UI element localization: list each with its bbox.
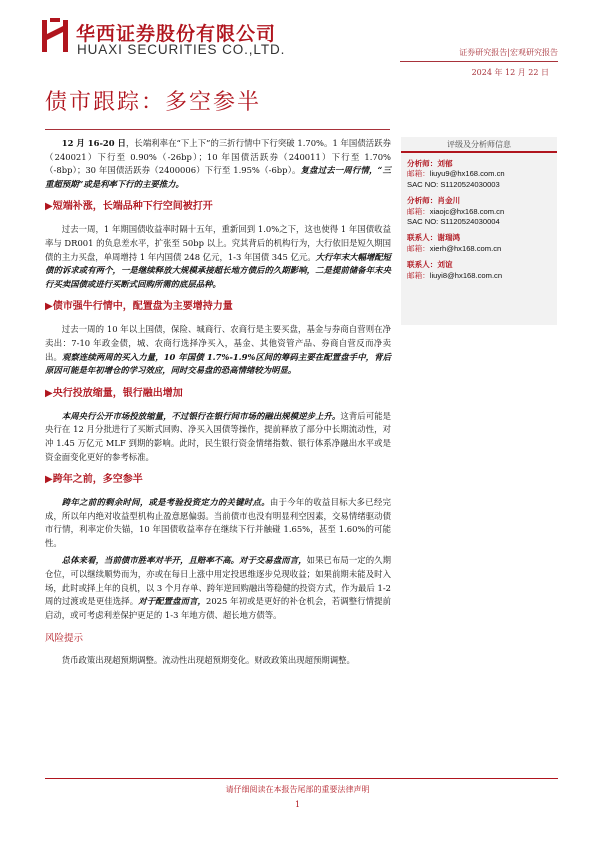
paragraph-text: 这背后可能是央行在 12 月分批进行了买断式回购、净买入国债等操作，提前释放了部分中长期流动性，对冲 1.45 万亿元 MLF 到期的影响。此时，民生银行资金情绪指数、银行体系净融出水平或是资金面变化更好的参考标准。	[45, 410, 392, 462]
analyst-sac: SAC NO: S1120524030003	[407, 179, 500, 189]
paragraph-bold: 总体来看，当前债市胜率对半开，且赔率不高。对于交易盘而言，	[61, 555, 307, 566]
section-2-paragraph	[45, 323, 391, 377]
contact-email[interactable]: liuyi8@hx168.com.cn	[429, 270, 503, 280]
contact-role: 联系人：谢瑞鸿	[407, 233, 461, 243]
summary-date: 12 月 16-20 日	[61, 138, 126, 148]
sidebar-header: 评级及分析师信息	[401, 137, 557, 153]
footer-divider	[45, 778, 558, 779]
company-logo-icon	[42, 18, 68, 52]
analyst-card	[401, 159, 557, 190]
section-heading-1: ▶短端补涨，长端品种下行空间被打开	[45, 201, 213, 213]
email-label: 邮箱：	[407, 270, 430, 280]
main-content	[45, 137, 391, 668]
paragraph-text: 过去一周，1 年期国债收益率时隔十五年，重新回到 1.0%之下，这也使得 1 年国债收益率与 DR001 的负息差水平，扩张至 50bp 以上。究其背后的机构行为，大行依旧是短久期国债的主力买盘，单周增持 1 年内国债 248 亿元，1-3 年国债 345 亿元。	[45, 224, 391, 262]
summary-text: ，长端利率在“下上下”的三折行情中下行突破 1.70%。1 年国债活跃券（240021）下行至 0.90%（-26bp）；10 年国债活跃券（240011）下行至 1.70%（-8bp）；30 年国债活跃券（2400006）下行至 1.95%（-6bp）。	[45, 138, 392, 176]
paragraph-bold: 大行年末大幅增配短债的诉求或有两个，一是继续释放大规模承接超长地方债后的久期影响，二是提前储备年末央行买卖国债或进行买断式回购所需的底层品种。	[45, 251, 392, 289]
section-1-paragraph	[45, 223, 391, 291]
paragraph-bold: 本周央行公开市场投放缩量，不过银行在银行间市场的融出规模逆步上升。	[61, 410, 341, 421]
email-label: 邮箱：	[407, 169, 430, 179]
section-heading-3: ▶央行投放缩量，银行融出增加	[45, 387, 183, 399]
email-label: 邮箱：	[407, 206, 430, 216]
section-4-paragraph-2	[45, 554, 391, 622]
contact-card	[401, 260, 557, 281]
paragraph-text: 2025 年初或是更好的补仓机会，若调整行情提前启动，或可考虑利差保护更足的 1-3 年地方债、超长地方债等。	[45, 596, 391, 620]
risk-text: 货币政策出现超预期调整。流动性出现超预期变化。财政政策出现超预期调整。	[61, 655, 355, 666]
report-date: 2024 年 12 月 22 日	[471, 68, 549, 77]
summary-bold: 复盘过去一周行情，“三重超预期”或是利率下行的主要推力。	[45, 165, 391, 189]
paragraph-bold: 对于配置盘而言，	[138, 596, 207, 607]
contact-role: 联系人：刘谊	[407, 260, 453, 270]
page-title: 债市跟踪：多空参半	[45, 90, 262, 115]
email-label: 邮箱：	[407, 243, 430, 253]
section-heading-4: ▶跨年之前，多空参半	[45, 474, 143, 486]
section-3-paragraph	[45, 410, 391, 464]
legal-notice: 请仔细阅读在本报告尾部的重要法律声明	[225, 785, 370, 794]
summary-paragraph	[45, 137, 391, 191]
analyst-role: 分析师：肖金川	[407, 196, 461, 206]
paragraph-text: 由于今年的收益目标大多已经完成，所以年内绝对收益型机构止盈意愿偏弱。当前债市也没有明显利空因素，交易情绪驱动债市行情，利率定价失锚，10 年国债收益率存在继续下行并触碰 1.65%，甚至 1.60%的可能性。	[45, 497, 392, 548]
title-divider	[45, 129, 390, 130]
analyst-sac: SAC NO: S1120524030004	[407, 217, 500, 227]
contact-email[interactable]: xierh@hx168.com.cn	[429, 243, 502, 253]
header-divider	[400, 61, 558, 62]
company-name-en: HUAXI SECURITIES CO.,LTD.	[77, 42, 286, 57]
analyst-email[interactable]: xiaojc@hx168.com.cn	[429, 206, 505, 216]
report-tags: 证券研究报告|宏观研究报告	[459, 48, 558, 57]
paragraph-text: 如果已布局一定的久期仓位，可以继续顺势而为，亦或在每日上涨中用定投思维逐步兑现收益；如果前期未能及时入场，此时或择上年的良机，以 3 个月存单、跨年逆回购融出等稳健的投资方式，作为最后 1-2 周的过渡或是更佳选择。	[45, 555, 392, 607]
section-4-paragraph-1	[45, 496, 391, 550]
analyst-sidebar	[401, 137, 557, 325]
paragraph-bold: 观察连续两周的买入力量，10 年国债 1.7%-1.9%区间的筹码主要在配置盘手中，背后原因可能是年初增仓的学习效应，同时交易盘的恐高情绪较为明显。	[45, 351, 391, 376]
contact-card	[401, 233, 557, 254]
paragraph-text: 过去一周的 10 年以上国债，保险、城商行、农商行是主要买盘，基金与券商自营则在净卖出：7-10 年政金债，城、农商行选择净买入，基金、其他资管产品、券商自营反而净卖出。	[45, 324, 391, 362]
page-number: 1	[294, 800, 301, 809]
analyst-card	[401, 196, 557, 227]
company-name-cn: 华西证券股份有限公司	[76, 23, 277, 45]
risk-heading: 风险提示	[45, 633, 84, 645]
paragraph-bold: 跨年之前的剩余时间，或是考验投资定力的关键时点。	[61, 497, 270, 508]
analyst-email[interactable]: liuyu9@hx168.com.cn	[429, 169, 505, 179]
section-heading-2: ▶债市强牛行情中，配置盘为主要增持力量	[45, 301, 233, 313]
analyst-role: 分析师：刘郁	[407, 159, 453, 168]
